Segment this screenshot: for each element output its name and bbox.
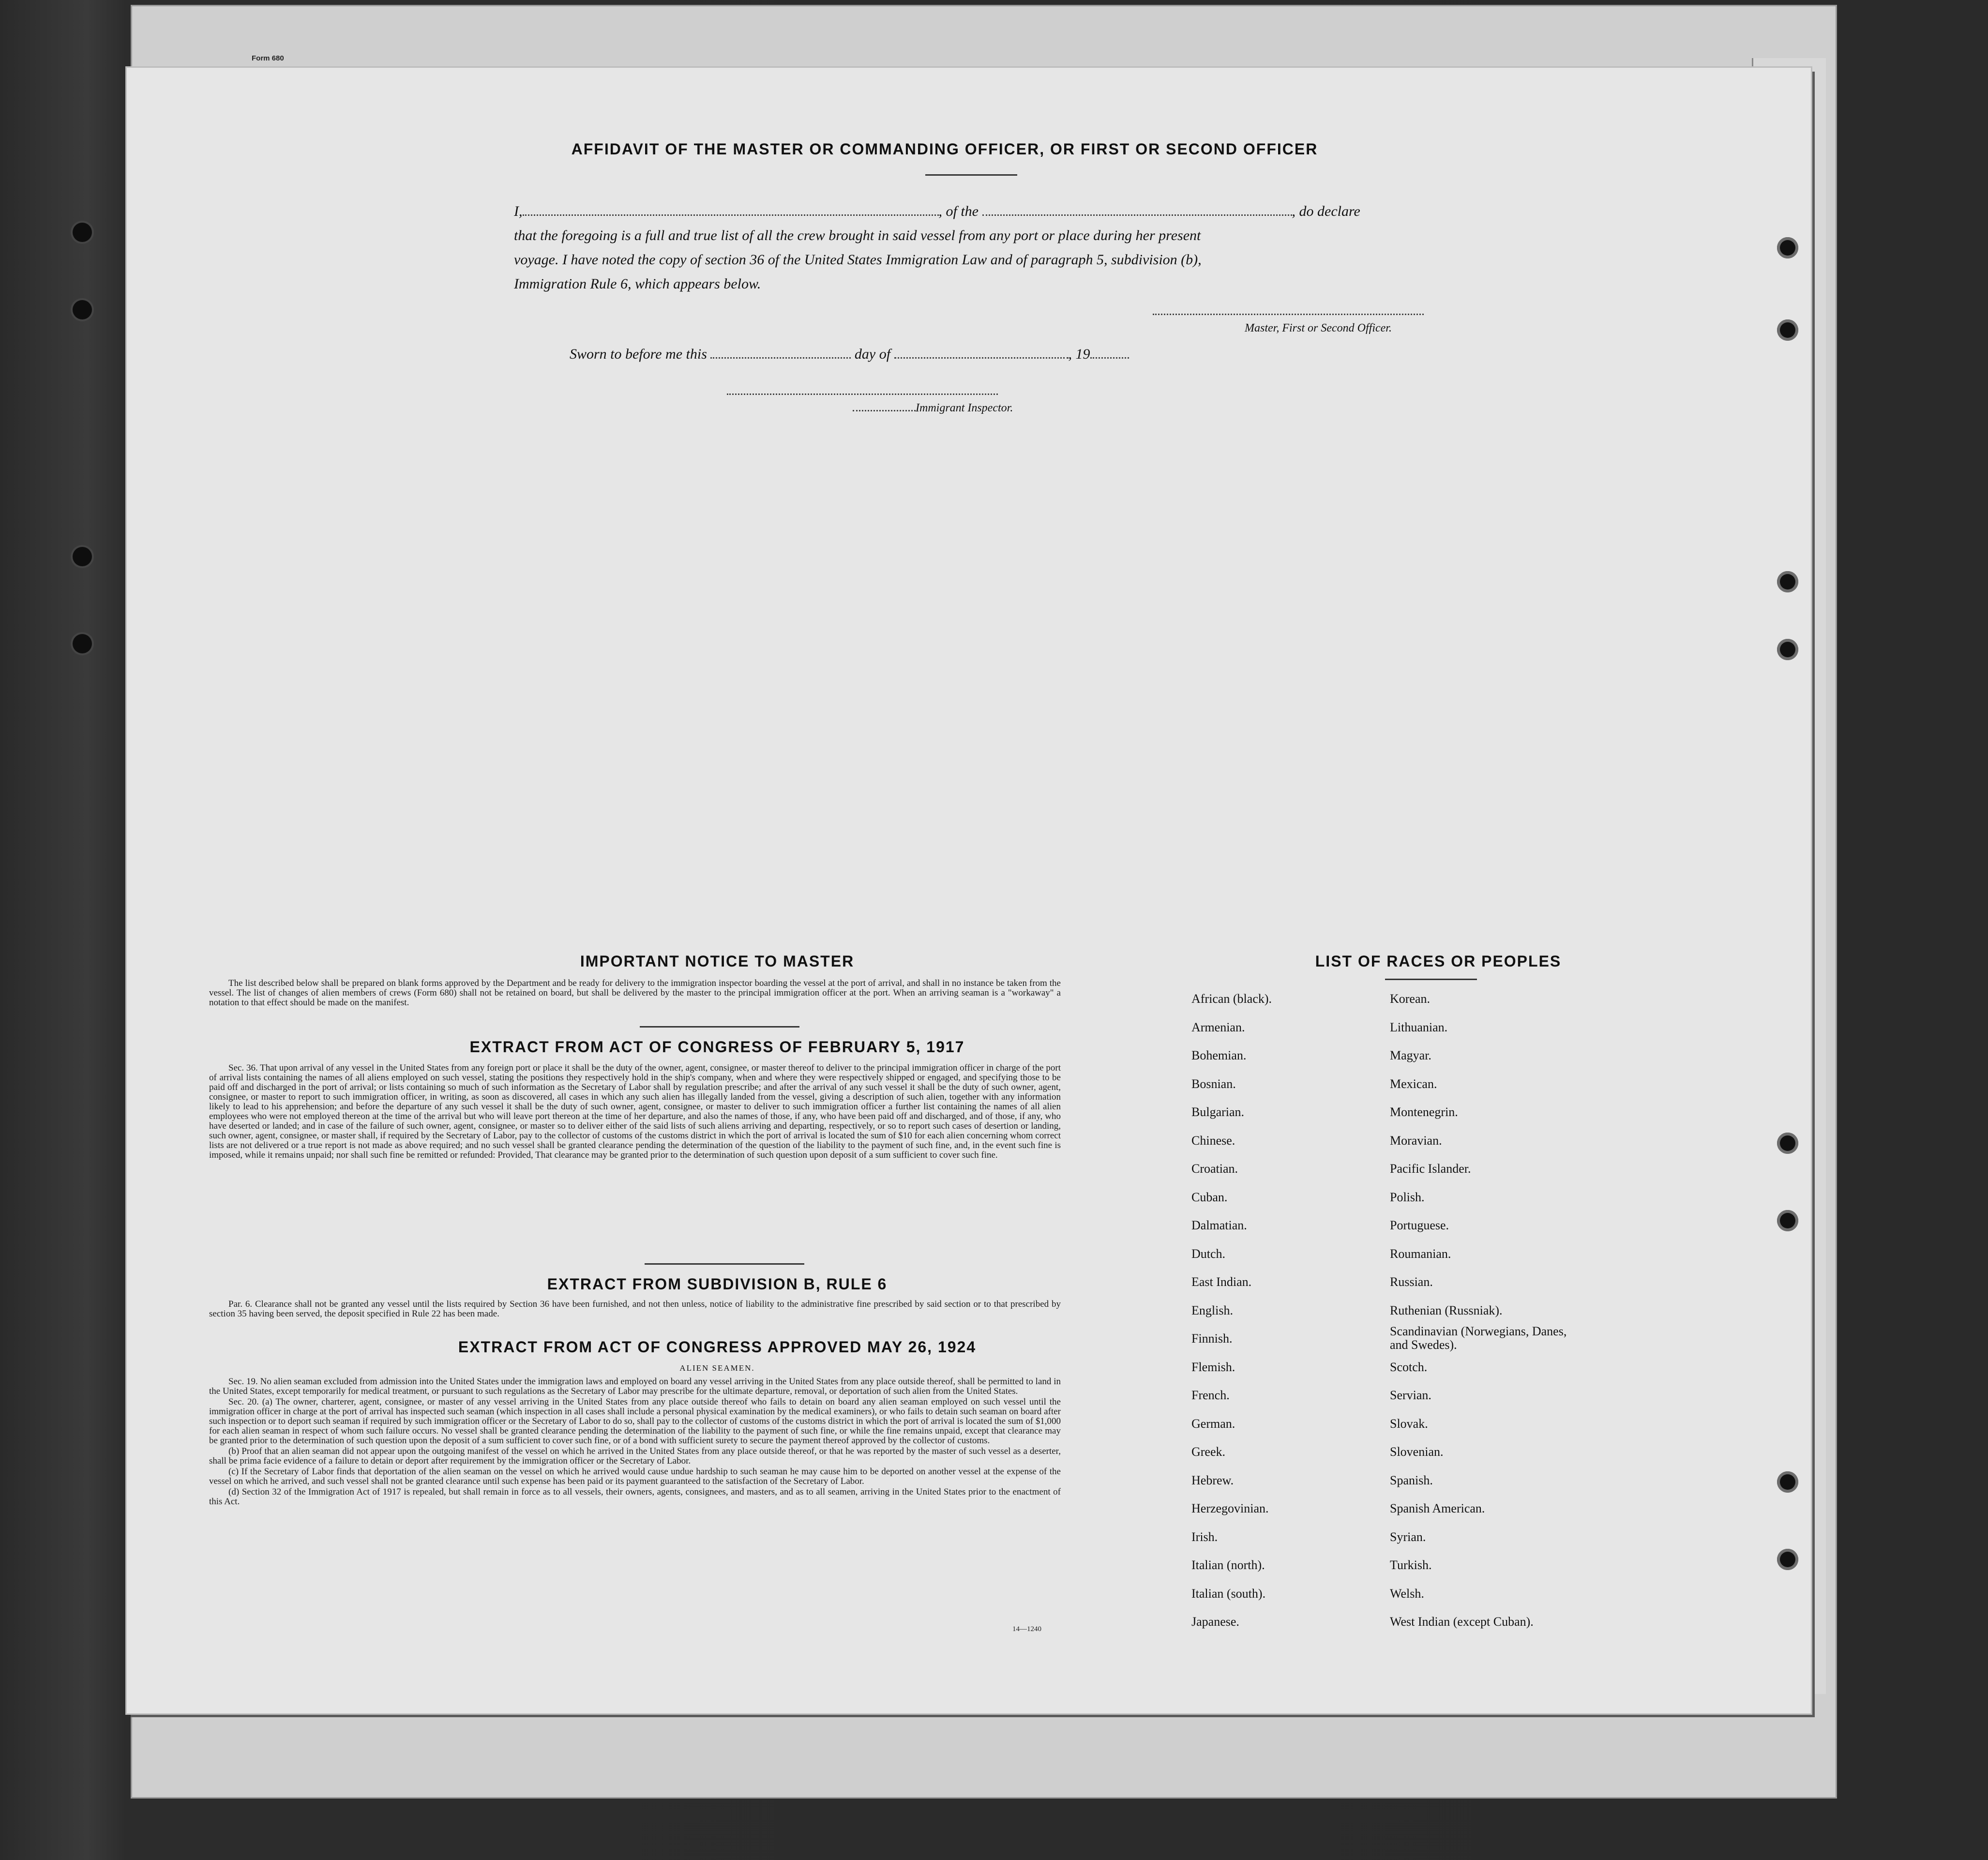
extract-1917-body: [209, 1063, 1061, 1161]
race-item: Finnish.: [1191, 1331, 1233, 1346]
race-item: Armenian.: [1191, 1020, 1245, 1034]
binder-bolt-icon: [73, 547, 92, 566]
race-item: Welsh.: [1390, 1586, 1424, 1601]
race-item: Slovak.: [1390, 1416, 1428, 1431]
sworn-line: [570, 346, 1129, 363]
sec20d-text: (d) Section 32 of the Immigration Act of 1917 is repealed, but shall remain in force as to all vessels, their owners, agents, consignees, and masters, and as to all seamen, arriving in the United States prior to the enactment of this Act.: [209, 1487, 1061, 1507]
extract-1917-heading: EXTRACT FROM ACT OF CONGRESS OF FEBRUARY 5, 1917: [469, 1038, 965, 1056]
divider: [1385, 979, 1477, 980]
sworn-month-field[interactable]: [894, 348, 1069, 359]
race-item: Spanish.: [1390, 1473, 1433, 1487]
punch-hole-icon: [1777, 237, 1798, 258]
race-item: Hebrew.: [1191, 1473, 1234, 1487]
race-item: Turkish.: [1390, 1558, 1432, 1572]
race-item: Scandinavian (Norwegians, Danes, and Swedes).: [1390, 1324, 1567, 1352]
race-item: Pacific Islander.: [1390, 1162, 1471, 1176]
affidavit-line1-prefix: I,: [514, 203, 523, 219]
sec20a-text: Sec. 20. (a) The owner, charterer, agent, consignee, or master of any vessel arriving in the United States from any place outside thereof who fails to detain on board any alien seaman employed on such vessel until the immigration officer in charge at the port of arrival has inspected such seaman (which inspection in all cases shall include a personal physical examination by the medical examiners), or who fails to detain such seaman on board after such inspection or to deport such seaman if required by such immigration officer or the Secretary of Labor to do so, shall pay to the collector of customs of the customs district in which the port of arrival is located the sum of $1,000 for each alien seaman in respect of whom such failure occurs. No vessel shall be granted clearance pending the determination of the liability to the payment of such fine, or while the fine remains unpaid, except that clearance may be granted prior to the determination of such question upon the deposit of a sum sufficient to cover such fine, or of a bond with sufficient surety to secure the payment thereof approved by the collector of customs.: [209, 1397, 1061, 1446]
notice-heading: IMPORTANT NOTICE TO MASTER: [580, 953, 855, 970]
punch-hole-icon: [1777, 639, 1798, 660]
punch-hole-icon: [1777, 1549, 1798, 1570]
race-item: Russian.: [1390, 1275, 1433, 1289]
race-item: Greek.: [1191, 1445, 1226, 1459]
race-item: French.: [1191, 1388, 1230, 1402]
race-item: Syrian.: [1390, 1529, 1426, 1544]
affidavit-heading: AFFIDAVIT OF THE MASTER OR COMMANDING OFFICER, OR FIRST OR SECOND OFFICER: [571, 140, 1318, 158]
race-item: Slovenian.: [1390, 1445, 1444, 1459]
form-number: Form 680: [252, 54, 284, 62]
sworn-year-label: , 19: [1068, 346, 1090, 362]
races-heading: LIST OF RACES OR PEOPLES: [1315, 953, 1562, 970]
race-item: Italian (south).: [1191, 1586, 1266, 1601]
punch-hole-icon: [1777, 1210, 1798, 1231]
signature-field[interactable]: [1153, 305, 1424, 315]
race-item: Polish.: [1390, 1190, 1425, 1204]
races-right-column: [1390, 985, 1583, 1636]
race-item: Scotch.: [1390, 1360, 1428, 1374]
sec19-text: Sec. 19. No alien seaman excluded from admission into the United States under the immigration laws and employed on board any vessel arriving in the United States from any place outside thereof, shall be permitted to land in the United States, except temporarily for medical treatment, or pursuant to such regulations as the Secretary of Labor may prescribe for the ultimate departure, removal, or deportation of such alien from the United States.: [209, 1376, 1061, 1396]
race-item: German.: [1191, 1416, 1235, 1431]
divider: [645, 1263, 804, 1265]
binder-bolt-icon: [73, 634, 92, 653]
race-item: Flemish.: [1191, 1360, 1235, 1374]
race-item: Spanish American.: [1390, 1501, 1485, 1515]
alien-seamen-subheading: ALIEN SEAMEN.: [679, 1363, 755, 1373]
races-left-column: [1191, 985, 1272, 1636]
inspector-label-text: Immigrant Inspector.: [916, 402, 1013, 414]
race-item: Montenegrin.: [1390, 1105, 1458, 1119]
race-item: Ruthenian (Russniak).: [1390, 1303, 1503, 1317]
affidavit-line-4: Immigration Rule 6, which appears below.: [514, 276, 761, 292]
affidavit-line-1: [514, 203, 1360, 220]
printer-mark: 14—1240: [1012, 1625, 1041, 1633]
race-item: Roumanian.: [1390, 1246, 1451, 1261]
race-item: Korean.: [1390, 992, 1431, 1006]
extract-rule6-text: Par. 6. Clearance shall not be granted any vessel until the lists required by Section 36 have been furnished, and not then unless, notice of liability to the administrative fine prescribed by said section or to that prescribed by section 35 having been served, the deposit specified in Rule 22 has been made.: [209, 1299, 1061, 1319]
sec20b-text: (b) Proof that an alien seaman did not appear upon the outgoing manifest of the vessel on which he arrived in the United States from any place outside thereof, or that he was reported by the master of such vessel as a deserter, shall be prima facie evidence of a failure to detain or deport after requirement by the immigration officer or the Secretary of Labor.: [209, 1446, 1061, 1466]
race-item: Cuban.: [1191, 1190, 1228, 1204]
notice-text: The list described below shall be prepared on blank forms approved by the Department and be ready for delivery to the immigration inspector boarding the vessel at the port of arrival, and shall in no instance be taken from the vessel. The list of changes of alien members of crews (Form 680) shall not be retained on board, but shall be delivered by the master to the principal immigration officer at the port. When an arriving seaman is a "workaway" a notation to that effect should be made on the manifest.: [209, 978, 1061, 1008]
punch-hole-icon: [1777, 319, 1798, 341]
sworn-day-label: day of: [854, 346, 891, 362]
race-item: Italian (north).: [1191, 1558, 1265, 1572]
race-item: African (black).: [1191, 992, 1272, 1006]
extract-1924-heading: EXTRACT FROM ACT OF CONGRESS APPROVED MAY 26, 1924: [458, 1338, 977, 1356]
race-item: Moravian.: [1390, 1133, 1442, 1148]
affidavit-line1-middle: , of the: [938, 203, 979, 219]
race-item: English.: [1191, 1303, 1233, 1317]
signature-label: Master, First or Second Officer.: [1245, 322, 1392, 334]
sworn-date-field[interactable]: [710, 348, 851, 359]
race-item: Bulgarian.: [1191, 1105, 1245, 1119]
sworn-year-field[interactable]: [1090, 348, 1129, 359]
race-item: Japanese.: [1191, 1615, 1239, 1629]
race-item: Bosnian.: [1191, 1076, 1236, 1091]
race-item: Dutch.: [1191, 1246, 1226, 1261]
affidavit-line-3: voyage. I have noted the copy of section 36 of the United States Immigration Law and of paragraph 5, subdivision (b),: [514, 252, 1202, 268]
extract-rule6-heading: EXTRACT FROM SUBDIVISION B, RULE 6: [547, 1275, 888, 1293]
affidavit-line1-suffix: , do declare: [1292, 203, 1360, 219]
vessel-name-field[interactable]: [982, 206, 1292, 216]
race-item: Lithuanian.: [1390, 1020, 1448, 1034]
race-item: Irish.: [1191, 1529, 1218, 1544]
punch-hole-icon: [1777, 1471, 1798, 1493]
binder-bolt-icon: [73, 223, 92, 242]
race-item: Dalmatian.: [1191, 1218, 1247, 1232]
race-item: Mexican.: [1390, 1076, 1437, 1091]
notice-body: [209, 979, 1061, 1009]
race-item: Bohemian.: [1191, 1048, 1247, 1062]
master-name-field[interactable]: [523, 206, 939, 216]
race-item: Croatian.: [1191, 1162, 1238, 1176]
inspector-dots: [853, 405, 916, 411]
race-item: Chinese.: [1191, 1133, 1235, 1148]
sec20c-text: (c) If the Secretary of Labor finds that deportation of the alien seaman on the vessel on which he arrived would cause undue hardship to such seaman he may cause him to be deported on another vessel at the expense of the vessel on which he arrived, and such vessel shall not be granted clearance until such expense has been paid or its payment guaranteed to the satisfaction of the Secretary of Labor.: [209, 1467, 1061, 1486]
race-item: West Indian (except Cuban).: [1390, 1615, 1534, 1629]
extract-rule6-body: [209, 1300, 1061, 1320]
document-page: [127, 68, 1811, 1713]
divider: [925, 174, 1017, 176]
race-item: East Indian.: [1191, 1275, 1252, 1289]
divider: [640, 1026, 799, 1028]
binder-bolt-icon: [73, 300, 92, 319]
extract-1924-body: [209, 1377, 1061, 1508]
inspector-label: [853, 402, 1013, 415]
race-item: Herzegovinian.: [1191, 1501, 1269, 1515]
race-item: Magyar.: [1390, 1048, 1431, 1062]
sworn-prefix: Sworn to before me this: [570, 346, 707, 362]
extract-1917-text: Sec. 36. That upon arrival of any vessel in the United States from any foreign port or place it shall be the duty of the owner, agent, consignee, or master thereof to deliver to the principal immigration officer in charge of the port of arrival lists containing the names of all aliens employed on such vessel, stating the positions they respectively hold in the ship's company, when and where they were respectively shipped or engaged, and specifying those to be paid off and discharged in the port of arrival; or lists containing so much of such information as the Secretary of Labor shall by regulation prescribe; and after the arrival of any such vessel it shall be the duty of such owner, agent, consignee, or master to report to such immigration officer, in writing, as soon as discovered, all cases in which any such alien has illegally landed from the vessel, giving a description of such alien, together with any information likely to lead to his apprehension; and before the departure of any such vessel it shall be the duty of such owner, agent, consignee, or master to deliver to such immigration officer a further list containing the names of all alien employees who were not employed thereon at the time of the arrival but who will leave port thereon at the time of her departure, and also the names of those, if any, who have been paid off and discharged, and of those, if any, who have deserted or landed; and in case of the failure of such owner, agent, consignee, or master so to deliver either of the said lists of such aliens arriving and departing, respectively, or so to report such cases of desertion or landing, such owner, agent, consignee, or master shall, if required by the Secretary of Labor, pay to the collector of customs of the customs district in which the port of arrival is located the sum of $10 for each alien concerning whom correct lists are not delivered or a true report is not made as above required; and no such vessel shall be granted clearance pending the determination of the question of the liability to the payment of such fine, and, in the event such fine is imposed, while it remains unpaid; nor shall such fine be remitted or refunded: Provided, That clearance may be granted prior to the determination of such question upon deposit of a sum sufficient to cover such fine.: [209, 1063, 1061, 1160]
race-item: Portuguese.: [1390, 1218, 1449, 1232]
punch-hole-icon: [1777, 1133, 1798, 1154]
affidavit-line-2: that the foregoing is a full and true list of all the crew brought in said vessel from any port or place during her present: [514, 227, 1201, 243]
race-item: Servian.: [1390, 1388, 1431, 1402]
inspector-signature-field[interactable]: [727, 385, 998, 395]
punch-hole-icon: [1777, 571, 1798, 592]
